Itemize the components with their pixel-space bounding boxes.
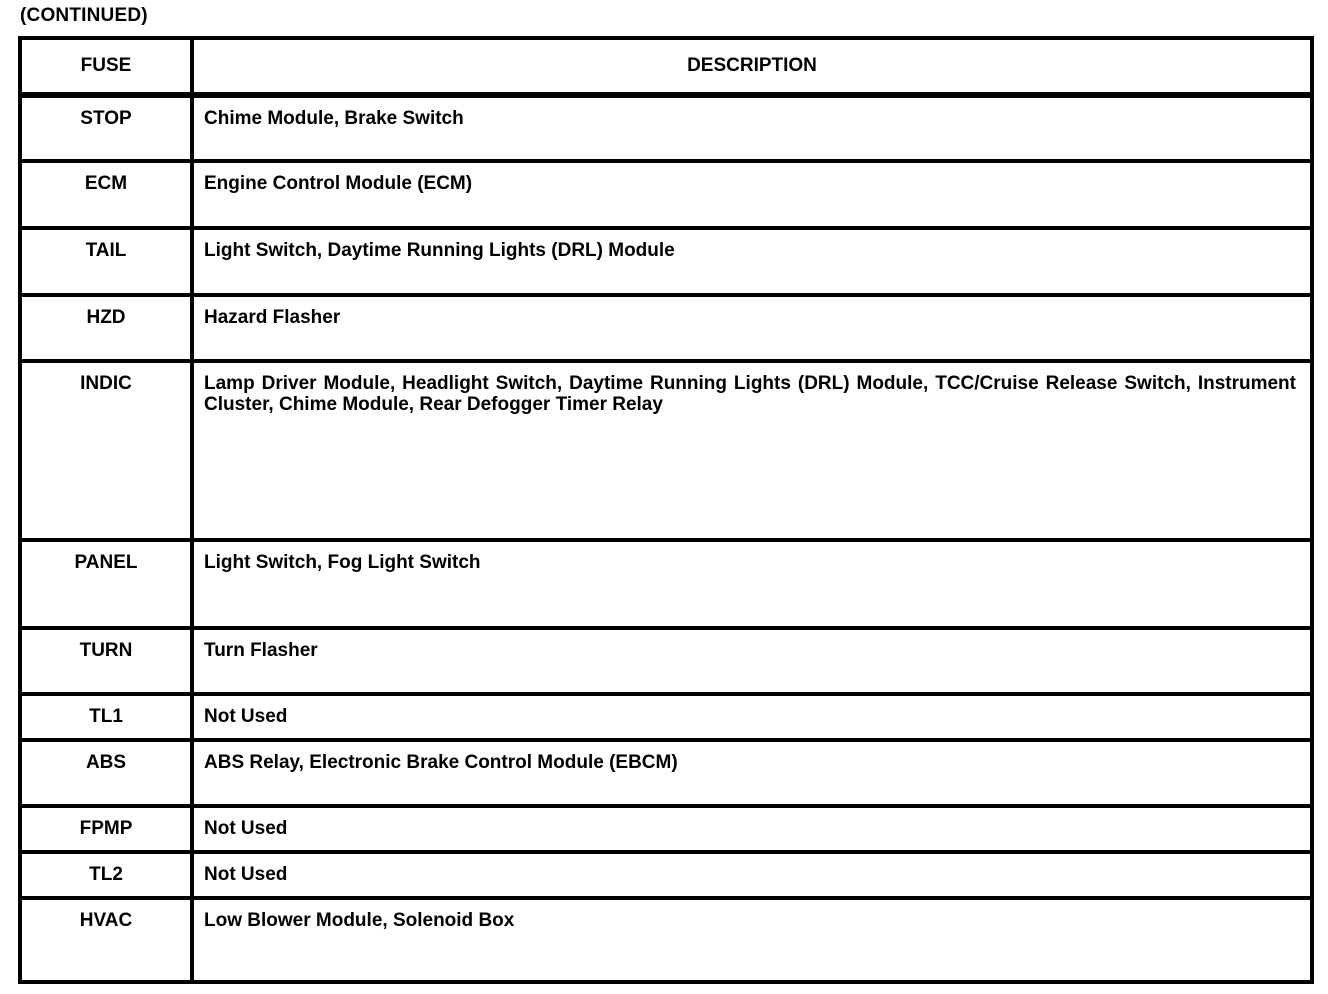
table-row bbox=[20, 852, 1312, 898]
table-header-row bbox=[20, 38, 1312, 95]
description-cell: Turn Flasher bbox=[192, 628, 1312, 694]
table-row bbox=[20, 694, 1312, 740]
fuse-cell: TL2 bbox=[20, 852, 192, 898]
fuse-cell: ECM bbox=[20, 161, 192, 228]
fuse-cell: HVAC bbox=[20, 898, 192, 982]
description-cell: Not Used bbox=[192, 852, 1312, 898]
table-row bbox=[20, 95, 1312, 161]
description-cell: Engine Control Module (ECM) bbox=[192, 161, 1312, 228]
description-cell: Light Switch, Fog Light Switch bbox=[192, 540, 1312, 628]
column-header-description: DESCRIPTION bbox=[192, 38, 1312, 95]
description-cell: Lamp Driver Module, Headlight Switch, Daytime Running Lights (DRL) Module, TCC/Cruise Release Switch, Instrument Cluster, Chime Module, Rear Defogger Timer Relay bbox=[192, 361, 1312, 540]
table-row bbox=[20, 295, 1312, 361]
description-cell: Hazard Flasher bbox=[192, 295, 1312, 361]
table-row bbox=[20, 740, 1312, 806]
fuse-cell: PANEL bbox=[20, 540, 192, 628]
description-cell: ABS Relay, Electronic Brake Control Module (EBCM) bbox=[192, 740, 1312, 806]
table-row bbox=[20, 228, 1312, 295]
fuse-cell: FPMP bbox=[20, 806, 192, 852]
description-cell: Low Blower Module, Solenoid Box bbox=[192, 898, 1312, 982]
fuse-cell: TURN bbox=[20, 628, 192, 694]
fuse-table bbox=[18, 36, 1314, 984]
table-row bbox=[20, 161, 1312, 228]
fuse-cell: HZD bbox=[20, 295, 192, 361]
fuse-cell: INDIC bbox=[20, 361, 192, 540]
column-header-fuse: FUSE bbox=[20, 38, 192, 95]
description-cell: Not Used bbox=[192, 806, 1312, 852]
description-cell: Chime Module, Brake Switch bbox=[192, 95, 1312, 161]
table-row bbox=[20, 898, 1312, 982]
fuse-cell: TL1 bbox=[20, 694, 192, 740]
continued-label: (CONTINUED) bbox=[20, 5, 148, 26]
table-row bbox=[20, 540, 1312, 628]
table-row bbox=[20, 628, 1312, 694]
fuse-cell: ABS bbox=[20, 740, 192, 806]
table-row bbox=[20, 806, 1312, 852]
fuse-cell: TAIL bbox=[20, 228, 192, 295]
description-cell: Not Used bbox=[192, 694, 1312, 740]
description-cell: Light Switch, Daytime Running Lights (DRL) Module bbox=[192, 228, 1312, 295]
fuse-cell: STOP bbox=[20, 95, 192, 161]
table-row bbox=[20, 361, 1312, 540]
